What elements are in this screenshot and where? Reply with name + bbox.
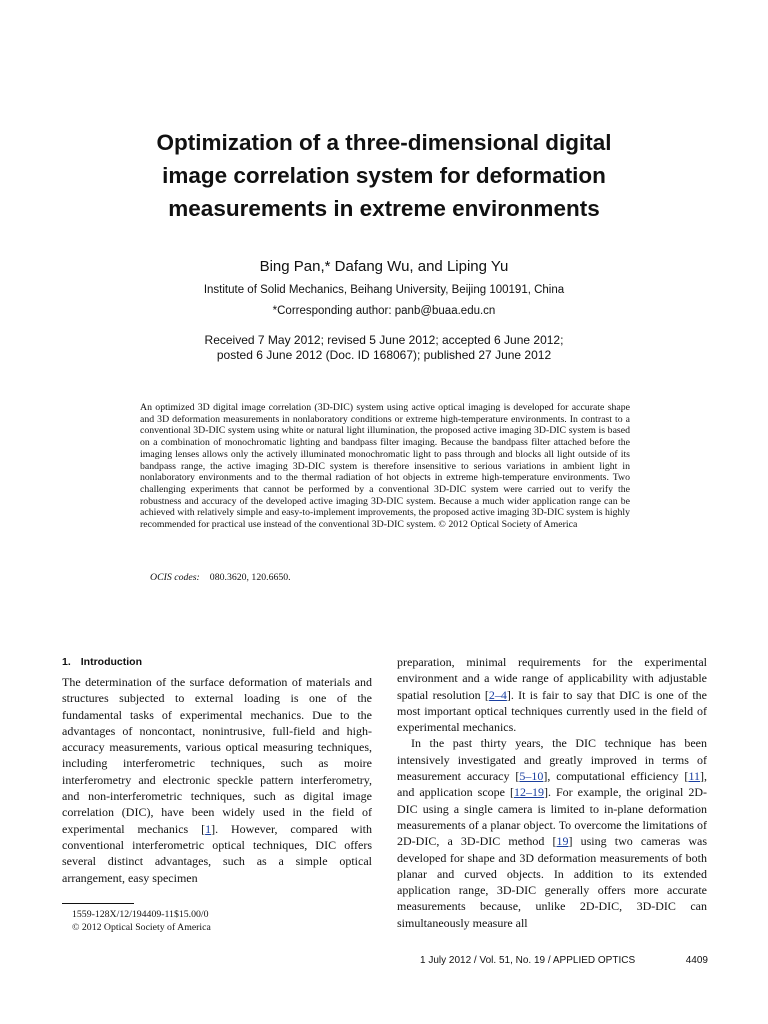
section-number: 1.: [62, 656, 71, 668]
col1-text-2: ]. However, compared with conventional interferometric optical techniques, DIC offers several distinct advantages, such as a simple optical arrangement, easy specimen: [62, 821, 372, 885]
col2-text: ]. For example, the original 2D-DIC using a single camera is limited to in-plane deformation measurements of a planar object. To overcome the limitations of 2D-DIC, a 3D-DIC method [: [397, 785, 707, 849]
ocis-values: 080.3620, 120.6650.: [209, 572, 291, 583]
paragraph: [397, 654, 707, 735]
footnote-line-2: © 2012 Optical Society of America: [72, 922, 211, 933]
section-title: Introduction: [80, 656, 143, 668]
body-column-left: [62, 674, 372, 886]
page-number: 4409: [685, 955, 708, 966]
citation-link[interactable]: 2–4: [488, 687, 507, 702]
title-line-1: Optimization of a three-dimensional digital: [156, 130, 612, 155]
author-list: Bing Pan,* Dafang Wu, and Liping Yu: [259, 258, 509, 275]
journal-info: 1 July 2012 / Vol. 51, No. 19 / APPLIED OPTICS: [420, 955, 636, 966]
publication-dates: [60, 333, 708, 363]
citation-link[interactable]: 12–19: [513, 785, 544, 800]
col2-text: ], and application scope [: [397, 769, 707, 800]
col2-text: ], computational efficiency [: [543, 769, 689, 784]
title-line-3: measurements in extreme environments: [168, 196, 600, 221]
corresponding-author: *Corresponding author: panb@buaa.edu.cn: [272, 305, 496, 317]
footnote-rule: [62, 903, 134, 904]
citation-link[interactable]: 19: [556, 834, 569, 849]
dates-line-1: Received 7 May 2012; revised 5 June 2012; accepted 6 June 2012;: [204, 333, 564, 347]
page-footer: [420, 955, 708, 966]
paragraph: [397, 735, 707, 931]
col2-text: In the past thirty years, the DIC technique has been intensively investigated and greatly improved in terms of measurement accuracy [: [397, 736, 707, 784]
col2-text: ]. It is fair to say that DIC is one of the most important optical techniques currently used in the field of experimental mechanics.: [397, 687, 707, 735]
affiliation: Institute of Solid Mechanics, Beihang University, Beijing 100191, China: [203, 284, 565, 296]
abstract: An optimized 3D digital image correlation (3D-DIC) system using active optical imaging is developed for accurate shape and 3D deformation measurements in nonlaboratory conditions or extreme high-temperature environments. In contrast to a conventional 3D-DIC system using white or natural light illumination, the proposed active imaging 3D-DIC system is based on a combination of monochromatic lighting and bandpass filter imaging. Because the bandpass filter attached before the imaging lenses allows only the actively illuminated monochromatic light to pass through and blocks all light outside of its bandpass range, the active imaging 3D-DIC system is therefore insensitive to serious variations in ambient light in nonlaboratory environments and to the thermal radiation of hot objects in extreme high-temperature environments. Two challenging experiments that cannot be performed by a conventional 3D-DIC system were carried out to verify the robustness and accuracy of the developed active imaging 3D-DIC system. Because a much wider application range can be achieved with relatively simple and easy-to-implement improvements, the proposed active imaging 3D-DIC system is highly recommended for practical use instead of the conventional 3D-DIC system. © 2012 Optical Society of America: [140, 402, 631, 531]
footnote: [72, 908, 211, 934]
citation-link[interactable]: 11: [688, 769, 700, 784]
paper-title: [60, 126, 708, 225]
col1-text-1: The determination of the surface deformation of materials and structures subjected to external loading is one of the fundamental tasks of experimental mechanics. Due to the advantages of noncontact, nonintrusive, full-field and high-accuracy measurements, various optical measuring techniques, including interferometric techniques, such as moire interferometry and electronic speckle pattern interferometry, and non-interferometric techniques, such as digital image correlation (DIC), have been widely used in the field of experimental mechanics [: [62, 675, 372, 836]
citation-link[interactable]: 1: [205, 821, 212, 836]
citation-link[interactable]: 5–10: [519, 769, 544, 784]
footnote-line-1: 1559-128X/12/194409-11$15.00/0: [72, 909, 209, 920]
section-heading: [62, 656, 142, 668]
col2-text: ] using two cameras was developed for shape and 3D deformation measurements of both planar and curved objects. In addition to its extended application range, 3D-DIC generally offers more accurate measurements because, unlike 2D-DIC, 3D-DIC can simultaneously measure all: [397, 834, 707, 930]
body-column-right: [397, 654, 707, 931]
dates-line-2: posted 6 June 2012 (Doc. ID 168067); published 27 June 2012: [216, 348, 552, 362]
col2-text: preparation, minimal requirements for the experimental environment and a wide range of applicability with adjustable spatial resolution [: [397, 655, 707, 702]
title-line-2: image correlation system for deformation: [162, 163, 606, 188]
ocis-label: OCIS codes:: [150, 572, 200, 583]
ocis-codes: [150, 572, 291, 583]
